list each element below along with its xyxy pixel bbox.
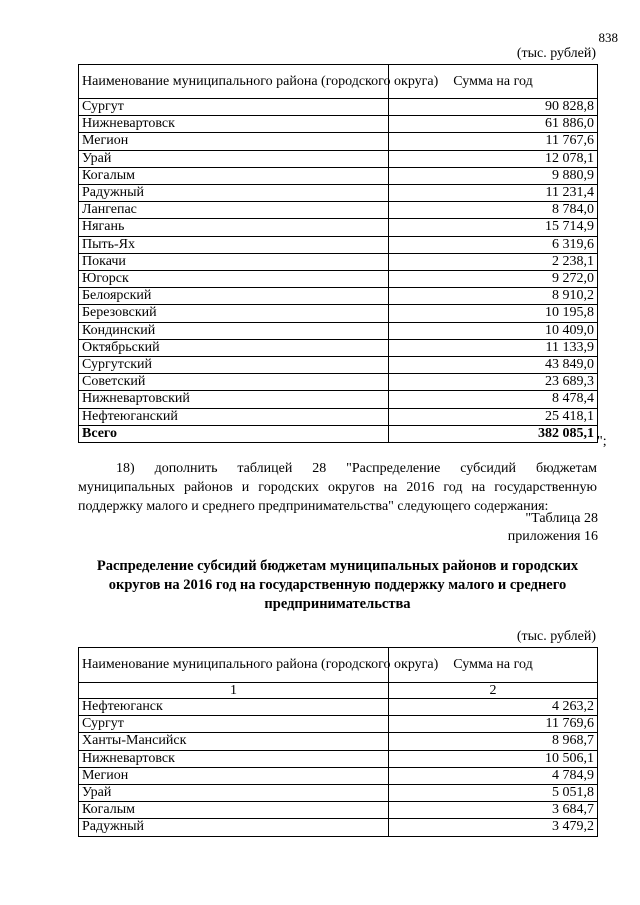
district-name: Октябрьский: [79, 339, 389, 356]
table-row: [79, 819, 598, 836]
table-row: [79, 716, 598, 733]
table-row: [79, 305, 598, 322]
annual-amount: 3 684,7: [389, 802, 598, 819]
annual-amount: 2 238,1: [389, 253, 598, 270]
table-row: [79, 133, 598, 150]
annual-amount: 61 886,0: [389, 116, 598, 133]
table-row: [79, 150, 598, 167]
district-name: Ханты-Мансийск: [79, 733, 389, 750]
total-row: [79, 425, 598, 442]
annual-amount: 11 769,6: [389, 716, 598, 733]
table-row: [79, 357, 598, 374]
district-name: Пыть-Ях: [79, 236, 389, 253]
district-name: Урай: [79, 150, 389, 167]
annual-amount: 11 133,9: [389, 339, 598, 356]
table1-header-sum: Сумма на год: [389, 65, 598, 99]
table2-col1-index: 1: [79, 683, 389, 699]
district-name: Когалым: [79, 802, 389, 819]
table2-units: (тыс. рублей): [516, 629, 596, 644]
table-row: [79, 253, 598, 270]
table-row: [79, 374, 598, 391]
table-row: [79, 391, 598, 408]
district-name: Нефтеюганский: [79, 408, 389, 425]
district-name: Покачи: [79, 253, 389, 270]
annual-amount: 3 479,2: [389, 819, 598, 836]
table-row: [79, 288, 598, 305]
annual-amount: 8 784,0: [389, 202, 598, 219]
table-row: [79, 116, 598, 133]
annual-amount: 6 319,6: [389, 236, 598, 253]
annual-amount: 10 506,1: [389, 750, 598, 767]
table-row: [79, 99, 598, 116]
annual-amount: 10 409,0: [389, 322, 598, 339]
annual-amount: 4 784,9: [389, 767, 598, 784]
total-label: Всего: [79, 425, 389, 442]
table-row: [79, 185, 598, 202]
amendment-paragraph: [78, 459, 597, 516]
amendment-text: 18) дополнить таблицей 28 "Распределение субсидий бюджетам муниципальных районов и городских округов на 2016 год на государственную поддержку малого и среднего предпринимательства" следующего содержания:: [78, 461, 597, 514]
district-name: Когалым: [79, 167, 389, 184]
table2-body: [79, 699, 598, 837]
district-name: Радужный: [79, 819, 389, 836]
table-row: [79, 785, 598, 802]
district-name: Сургутский: [79, 357, 389, 374]
table-row: [79, 750, 598, 767]
table-reference: [508, 510, 598, 546]
annual-amount: 4 263,2: [389, 699, 598, 716]
district-name: Нижневартовский: [79, 391, 389, 408]
district-name: Югорск: [79, 271, 389, 288]
annual-amount: 8 478,4: [389, 391, 598, 408]
district-name: Нефтеюганск: [79, 699, 389, 716]
annual-amount: 10 195,8: [389, 305, 598, 322]
annual-amount: 8 910,2: [389, 288, 598, 305]
annual-amount: 43 849,0: [389, 357, 598, 374]
district-name: Белоярский: [79, 288, 389, 305]
smb-subsidy-table: [78, 647, 598, 837]
annual-amount: 9 272,0: [389, 271, 598, 288]
annual-amount: 11 767,6: [389, 133, 598, 150]
annual-amount: 23 689,3: [389, 374, 598, 391]
table2-header-name: Наименование муниципального района (городского округа): [79, 648, 389, 683]
table-reference-line1: "Таблица 28: [525, 511, 598, 526]
district-name: Сургут: [79, 99, 389, 116]
table-reference-line2: приложения 16: [507, 529, 598, 544]
annual-amount: 11 231,4: [389, 185, 598, 202]
table-row: [79, 339, 598, 356]
table-row: [79, 733, 598, 750]
annual-amount: 5 051,8: [389, 785, 598, 802]
district-name: Березовский: [79, 305, 389, 322]
table-row: [79, 271, 598, 288]
district-name: Лангепас: [79, 202, 389, 219]
district-name: Нягань: [79, 219, 389, 236]
annual-amount: 8 968,7: [389, 733, 598, 750]
closing-quote: ";: [597, 434, 607, 449]
table1-header-name: Наименование муниципального района (городского округа): [79, 65, 389, 99]
table-row: [79, 767, 598, 784]
district-name: Урай: [79, 785, 389, 802]
district-name: Нижневартовск: [79, 750, 389, 767]
table-row: [79, 408, 598, 425]
table2-col2-index: 2: [389, 683, 598, 699]
table1-units: (тыс. рублей): [516, 46, 596, 61]
total-value: 382 085,1: [389, 425, 598, 442]
table-row: [79, 236, 598, 253]
annual-amount: 90 828,8: [389, 99, 598, 116]
district-name: Сургут: [79, 716, 389, 733]
municipal-allocation-table: [78, 64, 598, 443]
district-name: Кондинский: [79, 322, 389, 339]
table1-body: [79, 99, 598, 443]
table-row: [79, 322, 598, 339]
district-name: Радужный: [79, 185, 389, 202]
table-row: [79, 802, 598, 819]
district-name: Советский: [79, 374, 389, 391]
table-row: [79, 699, 598, 716]
annual-amount: 12 078,1: [389, 150, 598, 167]
table-row: [79, 219, 598, 236]
section-heading: Распределение субсидий бюджетам муниципальных районов и городских округов на 2016 год на государственную поддержку малого и среднего предпринимательства: [96, 558, 579, 612]
table-row: [79, 202, 598, 219]
district-name: Мегион: [79, 133, 389, 150]
table-row: [79, 167, 598, 184]
district-name: Нижневартовск: [79, 116, 389, 133]
district-name: Мегион: [79, 767, 389, 784]
annual-amount: 9 880,9: [389, 167, 598, 184]
table2-header-sum: Сумма на год: [389, 648, 598, 683]
page-number: 838: [598, 30, 618, 45]
annual-amount: 25 418,1: [389, 408, 598, 425]
annual-amount: 15 714,9: [389, 219, 598, 236]
